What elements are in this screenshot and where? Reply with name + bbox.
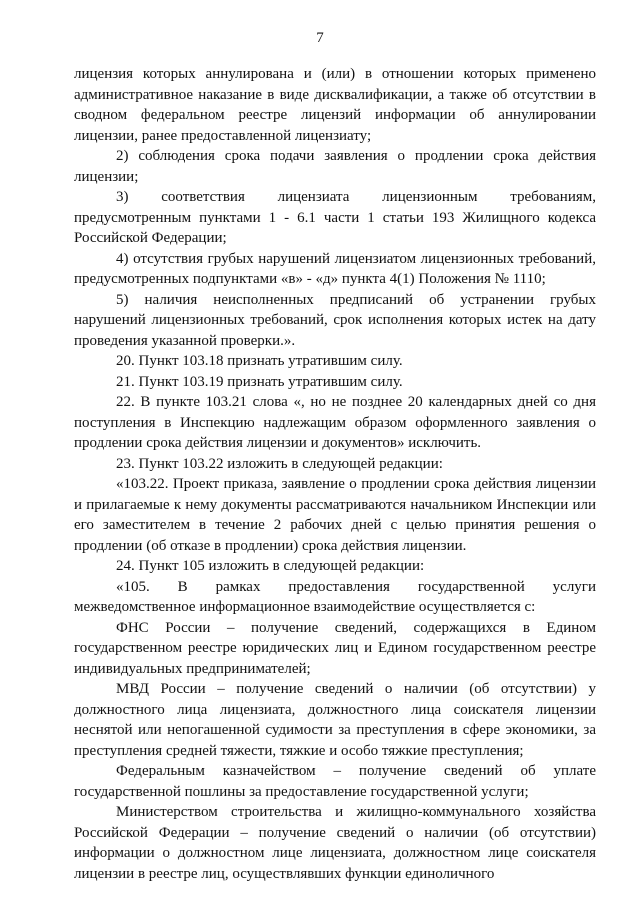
- paragraph-point-21: 21. Пункт 103.19 признать утратившим силу.: [116, 373, 403, 390]
- paragraph-treasury: Федеральным казначейством – получение сведений об уплате государственной пошлины за предоставление государственной услуги;: [74, 763, 596, 800]
- paragraph-point-20: 20. Пункт 103.18 признать утратившим силу.: [116, 353, 403, 369]
- paragraph-item-2: 2) соблюдения срока подачи заявления о продлении срока действия лицензии;: [74, 148, 596, 185]
- paragraph-minstroy: Министерством строительства и жилищно-коммунального хозяйства Российской Федерации – получение сведений о наличии (об отсутствии) информации о должностном лице лицензиата, должностном лице соискателя лицензии в реестре лиц, осуществлявших функции единоличного: [74, 804, 596, 882]
- paragraph-item-3: 3) соответствия лицензиата лицензионным требованиям, предусмотренным пунктами 1 - 6.1 части 1 статьи 193 Жилищного кодекса Российской Федерации;: [74, 189, 596, 246]
- document-body: [74, 64, 596, 884]
- paragraph-continuation: лицензия которых аннулирована и (или) в отношении которых применено административное наказание в виде дисквалификации, а также об отсутствии в сводном федеральном реестре лицензий информации об аннулировании лицензии, ранее предоставленной лицензиату;: [74, 66, 596, 144]
- paragraph-point-23: 23. Пункт 103.22 изложить в следующей редакции:: [116, 455, 443, 472]
- paragraph-point-24: 24. Пункт 105 изложить в следующей редакции:: [116, 558, 425, 574]
- paragraph-point-103-22: «103.22. Проект приказа, заявление о продлении срока действия лицензии и прилагаемые к нему документы рассматриваются начальником Инспекции или его заместителем в течение 2 рабочих дней с целью принятия решения о продлении (об отказе в продлении) срока действия лицензии.: [74, 476, 596, 554]
- paragraph-mvd: МВД России – получение сведений о наличии (об отсутствии) у должностного лица лицензиата, должностного лица соискателя лицензии неснятой или непогашенной судимости за преступления в сфере экономики, за преступления средней тяжести, тяжкие и особо тяжкие преступления;: [74, 681, 596, 759]
- paragraph-item-4: 4) отсутствия грубых нарушений лицензиатом лицензионных требований, предусмотренных подпунктами «в» - «д» пункта 4(1) Положения № 1110;: [74, 250, 596, 287]
- paragraph-fns: ФНС России – получение сведений, содержащихся в Едином государственном реестре юридических лиц и Едином государственном реестре индивидуальных предпринимателей;: [74, 619, 596, 677]
- paragraph-point-22: 22. В пункте 103.21 слова «, но не позднее 20 календарных дней со дня поступления в Инспекцию надлежащим образом оформленного заявления о продлении срока действия лицензии и документов» исключить.: [74, 394, 596, 451]
- paragraph-item-5: 5) наличия неисполненных предписаний об устранении грубых нарушений лицензионных требований, срок исполнения которых истек на дату проведения указанной проверки.».: [74, 291, 596, 349]
- paragraph-point-105: «105. В рамках предоставления государственной услуги межведомственное информационное взаимодействие осуществляется с:: [74, 578, 596, 615]
- page-number: 7: [316, 30, 324, 46]
